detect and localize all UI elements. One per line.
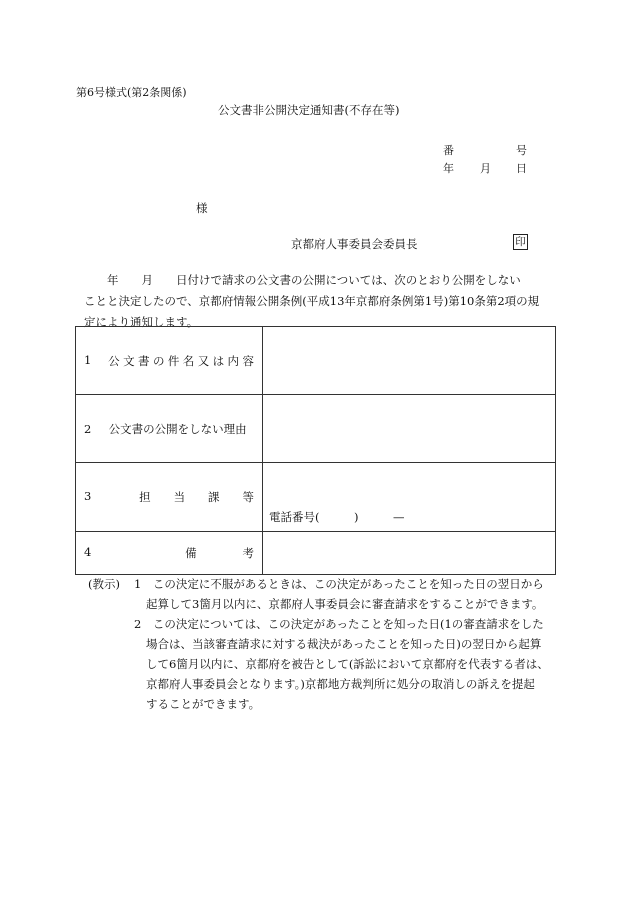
reason-label: 公文書の公開をしない理由 [108,421,247,436]
value-department [263,463,556,532]
notice-table [75,326,556,575]
row-label-document-name [76,327,263,395]
instruction-item-2-line: して6箇月以内に、京都府を被告として(訴訟において京都府を代表する者は、 [146,657,549,671]
date-month-label: 月 [480,162,491,175]
label-char: 書 [138,353,150,368]
intro-line: ことと決定したので、京都府情報公開条例(平成13年京都府条例第1号)第10条第2項の規 [84,294,540,308]
instruction-item-1-line: 1 この決定に不服があるときは、この決定があったことを知った日の翌日から [134,577,544,591]
form-number: 第6号様式(第2条関係) [76,86,187,99]
value-document-name [263,327,556,395]
label-char: 当 [173,490,186,504]
label-char: 容 [242,353,254,368]
instruction-item-2-line: 場合は、当該審査請求に対する裁決があったことを知った日)の翌日から起算 [146,637,542,651]
table-row [76,327,556,395]
row-label-department [76,463,263,532]
label-char: 担 [139,490,151,504]
table-row [76,463,556,532]
label-char: 件 [167,353,180,368]
row-label-remarks [76,532,263,575]
instruction-item-2-line: 2 この決定については、この決定があったことを知った日(1の審査請求をした [134,617,544,631]
label-char: 文 [123,353,135,368]
label-char: 等 [242,490,254,504]
sender-name: 京都府人事委員会委員長 [291,237,418,251]
instruction-item-1-line: 起算して3箇月以内に、京都府人事委員会に審査請求をすることができます。 [146,597,544,611]
row-number: 2 [84,421,92,436]
label-char: 備 [185,546,197,560]
value-reason [263,395,556,463]
label-char: 公 [108,353,120,368]
label-char: 課 [208,490,220,504]
row-label-reason [76,395,263,463]
row-number: 4 [84,545,92,559]
row-number: 3 [84,489,92,503]
label-char: 又 [197,353,210,368]
document-title: 公文書非公開決定通知書(不存在等) [218,103,400,117]
phone-number-field: 電話番号( ) — [269,510,405,524]
instructions-prefix: (教示) [88,577,120,591]
label-char: の [152,353,165,368]
instruction-item-2-line: 京都府人事委員会となります。)京都地方裁判所に処分の取消しの訴えを提起 [146,677,535,691]
label-char: 内 [227,353,240,368]
date-year-label: 年 [443,162,454,175]
instruction-item-2-line: することができます。 [146,697,261,711]
addressee-honorific: 様 [196,201,208,215]
reference-number-label: 番 [443,144,454,157]
label-char: 名 [182,353,195,368]
label-char: 考 [242,546,254,560]
table-row [76,532,556,575]
table-row [76,395,556,463]
value-remarks [263,532,556,575]
reference-number-suffix: 号 [516,144,527,157]
seal-mark: 印 [513,234,528,250]
date-day-label: 日 [516,162,527,175]
intro-line: 年 月 日付けで請求の公文書の公開については、次のとおり公開をしない [84,273,521,287]
row-number: 1 [84,352,92,367]
label-char: は [212,353,225,368]
intro-line: 定により通知します。 [84,315,199,329]
